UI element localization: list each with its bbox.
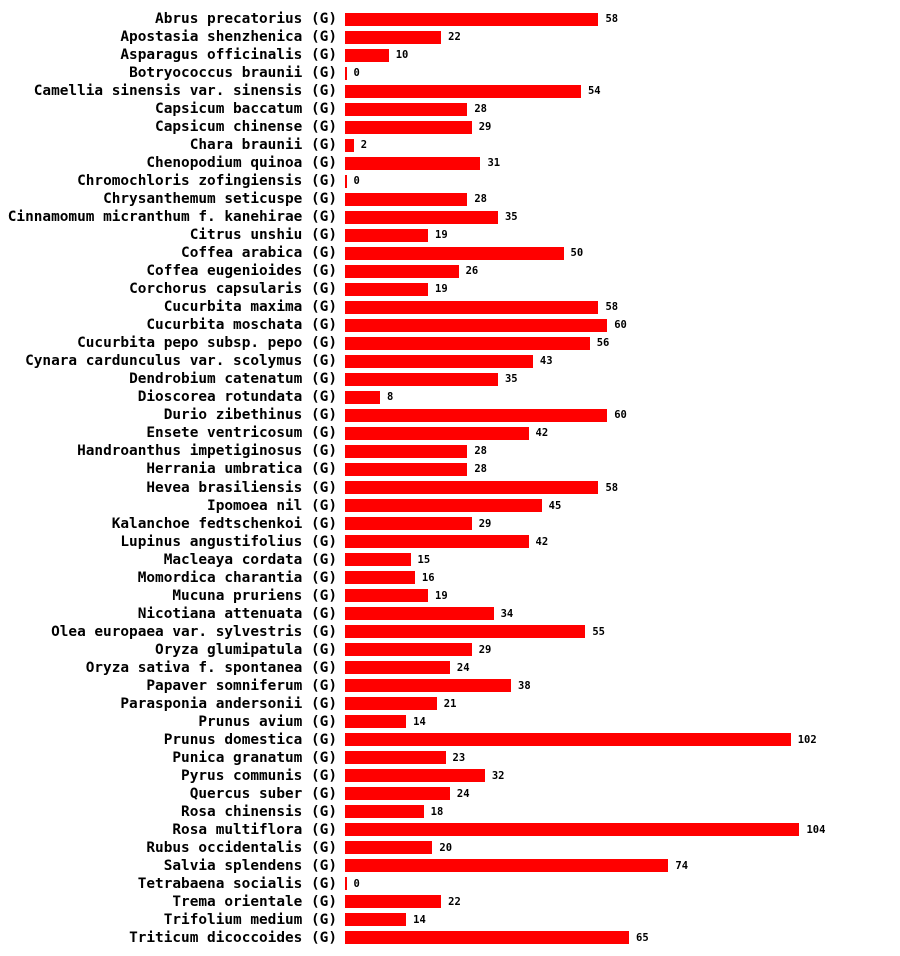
bar <box>345 805 424 818</box>
category-label: Rosa multiflora (G) <box>172 821 337 838</box>
bar <box>345 625 585 638</box>
bar-row <box>0 82 900 100</box>
bar <box>345 157 480 170</box>
category-label: Cinnamomum micranthum f. kanehirae (G) <box>7 209 337 226</box>
bar-row <box>0 226 900 244</box>
category-label: Oryza sativa f. spontanea (G) <box>85 659 337 676</box>
bar <box>345 283 428 296</box>
bar <box>345 895 441 908</box>
category-label: Parasponia andersonii (G) <box>120 695 337 712</box>
bar <box>345 679 511 692</box>
value-label: 34 <box>500 607 514 620</box>
bar-row <box>0 857 900 875</box>
bar-row <box>0 785 900 803</box>
category-label: Herrania umbratica (G) <box>146 461 337 478</box>
bar <box>345 913 406 926</box>
category-label: Rubus occidentalis (G) <box>146 839 337 856</box>
bar <box>345 715 406 728</box>
bar-row <box>0 334 900 352</box>
value-label: 28 <box>474 193 488 206</box>
category-label: Cucurbita moschata (G) <box>146 317 337 334</box>
value-label: 104 <box>806 823 826 836</box>
bar-row <box>0 911 900 929</box>
value-label: 0 <box>353 175 360 188</box>
value-label: 55 <box>592 625 605 638</box>
value-label: 24 <box>456 661 470 674</box>
category-label: Momordica charantia (G) <box>137 569 337 586</box>
bar-row <box>0 497 900 515</box>
bar <box>345 85 581 98</box>
category-label: Handroanthus impetiginosus (G) <box>77 443 337 460</box>
bar <box>345 445 467 458</box>
value-label: 31 <box>487 157 501 170</box>
value-label: 102 <box>797 733 817 746</box>
category-label: Capsicum chinense (G) <box>155 119 337 136</box>
value-label: 15 <box>417 553 431 566</box>
bar <box>345 31 441 44</box>
bar-row <box>0 677 900 695</box>
value-label: 8 <box>386 391 394 404</box>
value-label: 22 <box>448 895 461 908</box>
bar <box>345 859 668 872</box>
bar-row <box>0 298 900 316</box>
value-label: 60 <box>614 409 627 422</box>
bar-row <box>0 695 900 713</box>
bar <box>345 211 498 224</box>
bar-row <box>0 623 900 641</box>
category-label: Pyrus communis (G) <box>181 767 337 784</box>
category-label: Prunus domestica (G) <box>163 731 337 748</box>
category-label: Cucurbita pepo subsp. pepo (G) <box>77 335 337 352</box>
value-label: 35 <box>504 211 518 224</box>
category-label: Hevea brasiliensis (G) <box>146 479 337 496</box>
bar <box>345 499 542 512</box>
bar <box>345 409 607 422</box>
bar-row <box>0 659 900 677</box>
category-label: Botryococcus braunii (G) <box>129 65 337 82</box>
bar-row <box>0 515 900 533</box>
category-label: Dioscorea rotundata (G) <box>137 389 337 406</box>
value-label: 58 <box>605 481 619 494</box>
value-label: 2 <box>360 139 368 152</box>
bar-row <box>0 479 900 497</box>
bar-row <box>0 460 900 478</box>
category-label: Quercus suber (G) <box>189 785 337 802</box>
bar <box>345 751 446 764</box>
value-label: 60 <box>614 319 627 332</box>
value-label: 0 <box>353 877 360 890</box>
value-label: 50 <box>570 247 584 260</box>
bar <box>345 733 791 746</box>
bar <box>345 463 467 476</box>
bar-row <box>0 154 900 172</box>
category-label: Chara braunii (G) <box>189 137 337 154</box>
bar-row <box>0 352 900 370</box>
bar <box>345 517 472 530</box>
value-label: 35 <box>504 373 518 386</box>
category-label: Triticum dicoccoides (G) <box>129 929 337 946</box>
bar <box>345 175 347 188</box>
value-label: 20 <box>439 841 453 854</box>
value-label: 18 <box>430 805 444 818</box>
bar <box>345 427 529 440</box>
bar-row <box>0 605 900 623</box>
bar-row <box>0 64 900 82</box>
category-label: Chenopodium quinoa (G) <box>146 155 337 172</box>
bar <box>345 301 598 314</box>
category-label: Mucuna pruriens (G) <box>172 587 337 604</box>
bar <box>345 607 494 620</box>
value-label: 32 <box>491 769 505 782</box>
category-label: Asparagus officinalis (G) <box>120 47 337 64</box>
bar <box>345 319 607 332</box>
category-label: Rosa chinensis (G) <box>181 803 337 820</box>
value-label: 54 <box>587 85 601 98</box>
value-label: 19 <box>435 229 448 242</box>
bar <box>345 931 629 944</box>
bar-row <box>0 587 900 605</box>
bar <box>345 589 428 602</box>
bar-row <box>0 424 900 442</box>
value-label: 58 <box>605 301 619 314</box>
category-label: Oryza glumipatula (G) <box>155 641 337 658</box>
category-label: Coffea arabica (G) <box>181 245 337 262</box>
bar-row <box>0 641 900 659</box>
bar-row <box>0 406 900 424</box>
bar-row <box>0 190 900 208</box>
value-label: 56 <box>596 337 610 350</box>
value-label: 26 <box>465 265 479 278</box>
value-label: 45 <box>548 499 562 512</box>
value-label: 10 <box>395 49 409 62</box>
bar-row <box>0 370 900 388</box>
bar <box>345 823 799 836</box>
category-label: Punica granatum (G) <box>172 749 337 766</box>
bar <box>345 841 432 854</box>
bar <box>345 661 450 674</box>
category-label: Trema orientale (G) <box>172 893 337 910</box>
bar <box>345 49 389 62</box>
bar-row <box>0 388 900 406</box>
category-label: Corchorus capsularis (G) <box>129 281 337 298</box>
bar <box>345 535 529 548</box>
value-label: 21 <box>443 697 457 710</box>
bar <box>345 877 347 890</box>
bar-row <box>0 136 900 154</box>
category-label: Salvia splendens (G) <box>163 857 337 874</box>
bar <box>345 121 472 134</box>
bar <box>345 193 467 206</box>
bar-row <box>0 569 900 587</box>
value-label: 28 <box>474 103 488 116</box>
category-label: Camellia sinensis var. sinensis (G) <box>33 83 337 100</box>
value-label: 24 <box>456 787 470 800</box>
bar-row <box>0 533 900 551</box>
bar <box>345 139 354 152</box>
bar <box>345 391 380 404</box>
category-label: Citrus unshiu (G) <box>189 227 337 244</box>
category-label: Dendrobium catenatum (G) <box>129 371 337 388</box>
category-label: Cucurbita maxima (G) <box>163 299 337 316</box>
category-label: Cynara cardunculus var. scolymus (G) <box>25 353 337 370</box>
value-label: 65 <box>636 931 649 944</box>
category-label: Nicotiana attenuata (G) <box>137 605 337 622</box>
bar-row <box>0 172 900 190</box>
bar-row <box>0 100 900 118</box>
value-label: 19 <box>435 283 448 296</box>
category-label: Chrysanthemum seticuspe (G) <box>103 191 337 208</box>
bar-row <box>0 839 900 857</box>
bar-row <box>0 875 900 893</box>
bar <box>345 103 467 116</box>
value-label: 29 <box>478 121 492 134</box>
bar <box>345 697 437 710</box>
value-label: 38 <box>518 679 531 692</box>
bar-row <box>0 749 900 767</box>
category-label: Durio zibethinus (G) <box>163 407 337 424</box>
category-label: Chromochloris zofingiensis (G) <box>77 173 337 190</box>
bar <box>345 481 598 494</box>
value-label: 58 <box>605 13 619 26</box>
bar-row <box>0 821 900 839</box>
bar-row <box>0 316 900 334</box>
value-label: 16 <box>421 571 435 584</box>
bar <box>345 67 347 80</box>
bar-row <box>0 893 900 911</box>
value-label: 29 <box>478 517 492 530</box>
value-label: 23 <box>452 751 466 764</box>
value-label: 0 <box>353 67 360 80</box>
bar <box>345 355 533 368</box>
bar <box>345 571 415 584</box>
bar-row <box>0 442 900 460</box>
value-label: 22 <box>448 31 461 44</box>
category-label: Ipomoea nil (G) <box>207 497 337 514</box>
bar <box>345 787 450 800</box>
value-label: 42 <box>535 427 549 440</box>
bar <box>345 229 428 242</box>
category-label: Olea europaea var. sylvestris (G) <box>51 623 337 640</box>
bar <box>345 643 472 656</box>
category-label: Prunus avium (G) <box>198 713 337 730</box>
value-label: 28 <box>474 445 488 458</box>
category-label: Tetrabaena socialis (G) <box>137 875 337 892</box>
value-label: 42 <box>535 535 549 548</box>
bar <box>345 553 411 566</box>
value-label: 28 <box>474 463 488 476</box>
value-label: 74 <box>675 859 689 872</box>
category-label: Ensete ventricosum (G) <box>146 425 337 442</box>
value-label: 43 <box>539 355 553 368</box>
category-label: Abrus precatorius (G) <box>155 11 337 28</box>
category-label: Apostasia shenzhenica (G) <box>120 29 337 46</box>
bar-row <box>0 118 900 136</box>
bar <box>345 373 498 386</box>
category-label: Papaver somniferum (G) <box>146 677 337 694</box>
value-label: 14 <box>413 913 426 926</box>
bar-row <box>0 713 900 731</box>
bar-row <box>0 262 900 280</box>
bar <box>345 337 590 350</box>
bar-row <box>0 280 900 298</box>
category-label: Kalanchoe fedtschenkoi (G) <box>111 515 337 532</box>
bar-row <box>0 803 900 821</box>
bar-row <box>0 46 900 64</box>
bar <box>345 769 485 782</box>
bar-row <box>0 929 900 947</box>
bar <box>345 265 459 278</box>
bar-row <box>0 767 900 785</box>
category-label: Capsicum baccatum (G) <box>155 101 337 118</box>
bar <box>345 13 598 26</box>
bar-row <box>0 731 900 749</box>
value-label: 19 <box>435 589 448 602</box>
value-label: 29 <box>478 643 492 656</box>
category-label: Macleaya cordata (G) <box>163 551 337 568</box>
bar-row <box>0 208 900 226</box>
category-label: Trifolium medium (G) <box>163 911 337 928</box>
category-label: Lupinus angustifolius (G) <box>120 533 337 550</box>
bar-row <box>0 28 900 46</box>
bar-row <box>0 244 900 262</box>
category-label: Coffea eugenioides (G) <box>146 263 337 280</box>
value-label: 14 <box>413 715 426 728</box>
bar-row <box>0 551 900 569</box>
bar <box>345 247 564 260</box>
bar-row <box>0 10 900 28</box>
